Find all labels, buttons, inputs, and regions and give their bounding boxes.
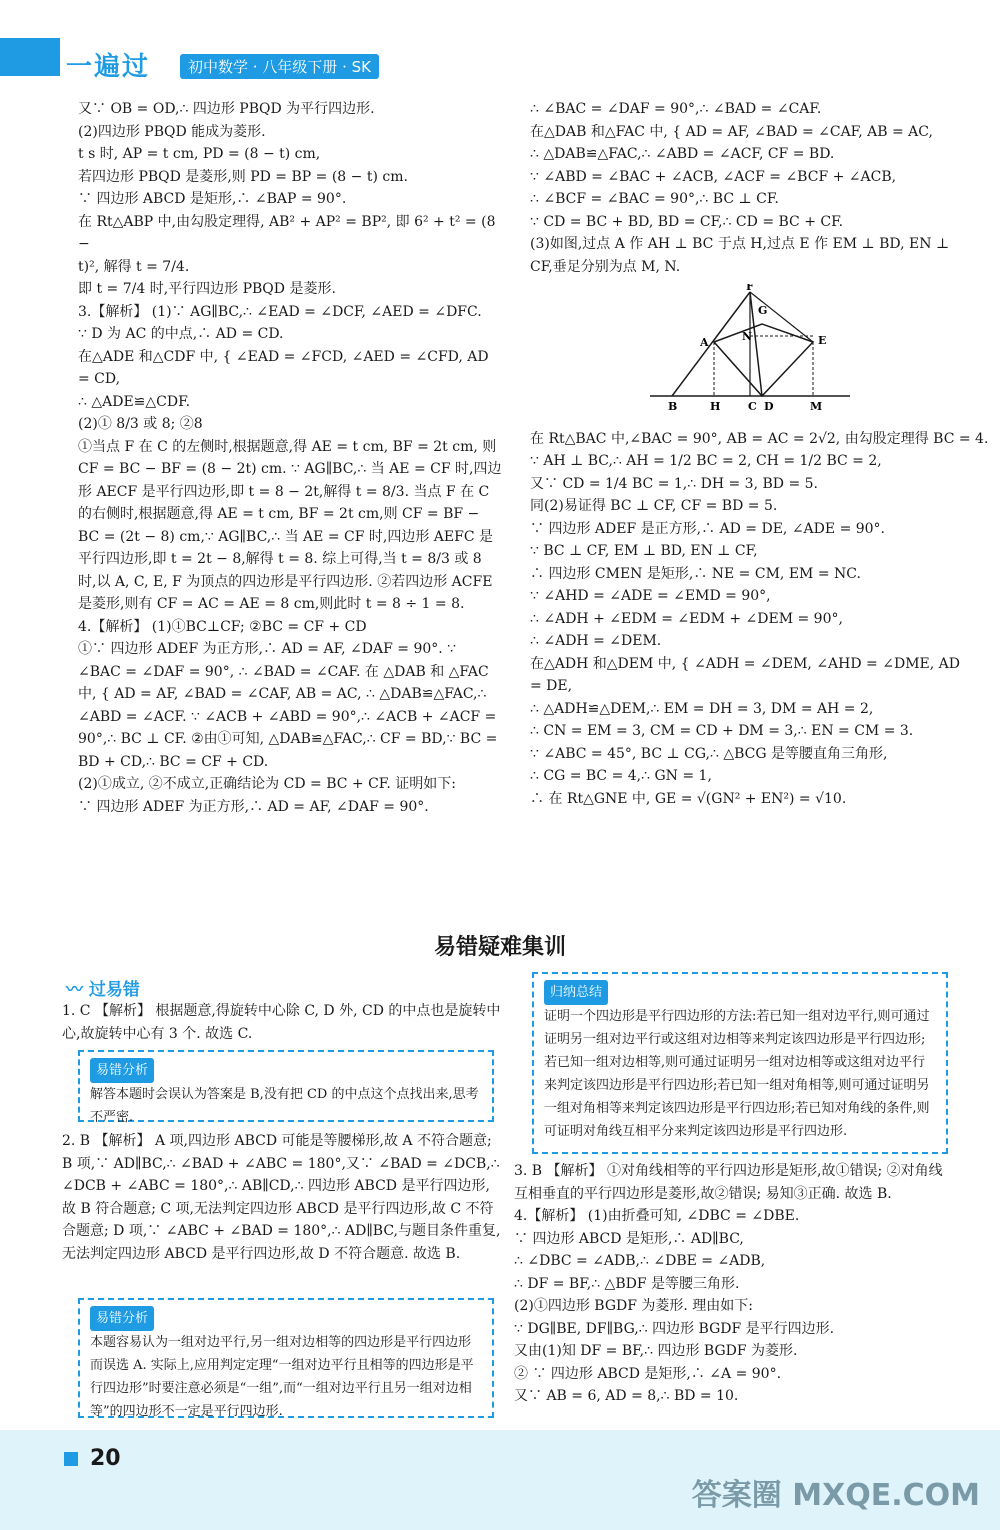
text-line: (3)如图,过点 A 作 AH ⊥ BC 于点 H,过点 E 作 EM ⊥ BD, EN ⊥ CF,垂足分别为点 M, N. xyxy=(530,236,950,275)
error-analysis-box-2 xyxy=(78,1298,494,1418)
box-label: 易错分析 xyxy=(90,1306,154,1331)
box-text: 本题容易认为一组对边平行,另一组对边相等的四边形是平行四边形而误选 A. 实际上,应用判定定理“一组对边平行且相等的四边形是平行四边形”时要注意必须是“一组”,而“一组对边平行且另一组对边相等”的四边形不一定是平行四边形. xyxy=(90,1335,474,1419)
q1-text: 1. C 【解析】 根据题意,得旋转中心除 C, D 外, CD 的中点也是旋转中心,故旋转中心有 3 个. 故选 C. xyxy=(62,1003,501,1042)
section-title: 易错疑难集训 xyxy=(433,935,566,960)
guoyicuo-label: 过易错 xyxy=(88,980,140,1000)
page-marker-icon xyxy=(64,1452,78,1466)
figure-label-g: G xyxy=(758,304,768,317)
text-line: ∴ ∠ADH = ∠DEM. xyxy=(530,633,662,649)
text-line: ∴ ∠DBC = ∠ADB,∴ ∠DBE = ∠ADB, xyxy=(514,1253,766,1269)
text-line: 若四边形 PBQD 是菱形,则 PD = BP = (8 − t) cm. xyxy=(78,168,408,185)
text-line: ∴ △ADE≌△CDF. xyxy=(78,393,191,410)
page-number: 20 xyxy=(90,1446,121,1471)
text-line: ∵ ∠ABC = 45°, BC ⊥ CG,∴ △BCG 是等腰直角三角形, xyxy=(530,745,888,762)
figure-label-d: D xyxy=(764,400,774,413)
figure-label-a: A xyxy=(700,336,709,349)
text-line: 在△DAB 和△FAC 中, { AD = AF, ∠BAD = ∠CAF, AB = AC, xyxy=(530,123,933,140)
header-accent-bar xyxy=(0,38,60,76)
page-header xyxy=(0,0,1000,80)
text-line: ∴ ∠BCF = ∠BAC = 90°,∴ BC ⊥ CF. xyxy=(530,191,779,207)
text-line: 3.【解析】 (1)∵ AG∥BC,∴ ∠EAD = ∠DCF, ∠AED = ∠DFC. xyxy=(78,303,482,320)
text-line: (2)①成立, ②不成立,正确结论为 CD = BC + CF. 证明如下: xyxy=(78,776,456,792)
text-line: ∴ CN = EM = 3, CM = CD + DM = 3,∴ EN = CM = 3. xyxy=(530,723,914,739)
text-line: ∵ 四边形 ABCD 是矩形,∴ AD∥BC, xyxy=(514,1230,744,1247)
text-line: ∵ 四边形 ABCD 是矩形,∴ ∠BAP = 90°. xyxy=(78,191,347,207)
figure-label-c: C xyxy=(748,400,757,413)
text-line: (2)四边形 PBQD 能成为菱形. xyxy=(78,123,266,140)
figure-label-e: E xyxy=(818,334,827,347)
text-line: ∴ CG = BC = 4,∴ GN = 1, xyxy=(530,768,712,784)
text-line: 在 Rt△BAC 中,∠BAC = 90°, AB = AC = 2√2, 由勾股定理得 BC = 4. xyxy=(530,430,989,447)
q1-block xyxy=(62,1000,502,1045)
figure-label-f: F xyxy=(746,284,754,293)
figure-label-m: M xyxy=(810,400,823,413)
text-line: 4.【解析】 (1)由折叠可知, ∠DBC = ∠DBE. xyxy=(514,1208,800,1224)
box-label: 易错分析 xyxy=(90,1058,154,1083)
text-line: ② ∵ 四边形 ABCD 是矩形,∴ ∠A = 90°. xyxy=(514,1365,782,1382)
right-column xyxy=(530,98,989,810)
q3-text: 3. B 【解析】 ①对角线相等的平行四边形是矩形,故①错误; ②对角线互相垂直的平行四边形是菱形,故②错误; 易知③正确. 故选 B. xyxy=(514,1163,943,1202)
text-line: ∴ ∠ADH + ∠EDM = ∠EDM + ∠DEM = 90°, xyxy=(530,610,843,627)
figure-label-n: N xyxy=(742,330,753,343)
text-line: ∵ ∠ABD = ∠BAC + ∠ACB, ∠ACF = ∠BCF + ∠ACB, xyxy=(530,168,897,185)
box-text: 解答本题时会误认为答案是 B,没有把 CD 的中点这个点找出来,思考不严密. xyxy=(90,1087,479,1125)
box-text: 证明一个四边形是平行四边形的方法:若已知一组对边平行,则可通过证明另一组对边平行或这组对边相等来判定该四边形是平行四边形;若已知一组对边相等,则可通过证明另一组对边相等或这组对边平行来判定该四边形是平行四边形;若已知一组对角相等,则可通过证明另一组对角相等来判定该四边形是平行四边形;若已知对角线的条件,则可证明对角线互相平分来判定该四边形是平行四边形. xyxy=(544,1009,930,1139)
watermark-logo: 答案圈 MXQE.COM xyxy=(691,1478,980,1513)
box-label: 归纳总结 xyxy=(544,980,608,1005)
figure-label-h: H xyxy=(710,400,721,413)
guoyicuo-heading xyxy=(66,975,140,1000)
subject-badge: 初中数学 · 八年级下册 · SK xyxy=(180,54,379,79)
text-line: ∴ 四边形 CMEN 是矩形,∴ NE = CM, EM = NC. xyxy=(530,565,861,582)
text-line: 同(2)易证得 BC ⊥ CF, CF = BD = 5. xyxy=(530,498,778,514)
text-line: 4.【解析】 (1)①BC⊥CF; ②BC = CF + CD xyxy=(78,618,367,635)
text-line: ∵ D 为 AC 的中点,∴ AD = CD. xyxy=(78,326,284,342)
text-line: 在△ADE 和△CDF 中, { ∠EAD = ∠FCD, ∠AED = ∠CFD, AD = CD, xyxy=(78,348,489,387)
q3-q4-block xyxy=(514,1160,954,1408)
brand-logo: 一遍过 xyxy=(66,52,151,82)
text-line: t)², 解得 t = 7/4. xyxy=(78,258,190,275)
q2-text: 2. B 【解析】 A 项,四边形 ABCD 可能是等腰梯形,故 A 不符合题意; B 项,∵ AD∥BC,∴ ∠BAD + ∠ABC = 180°,又∵ ∠BAD = ∠DCB,∴ ∠DCB + ∠ABC = 180°,∴ AB∥CD,∴ 四边形 ABCD 是平行四边形,故 B 符合题意; C 项,无法判定四边形 ABCD 是平行四边形,故 C 不符合题意; D 项,∵ ∠ABC + ∠BAD = 180°,∴ AD∥BC,与题目条件重复,无法判定四边形 ABCD 是平行四边形,故 D 不符合题意. 故选 B. xyxy=(62,1133,501,1262)
text-line: t s 时, AP = t cm, PD = (8 − t) cm, xyxy=(78,146,321,162)
error-analysis-box-1 xyxy=(78,1050,494,1125)
wave-icon: 〰 xyxy=(66,980,89,1000)
left-column xyxy=(78,98,503,818)
geometry-figure xyxy=(650,284,850,414)
text-line: (2)①四边形 BGDF 为菱形. 理由如下: xyxy=(514,1298,754,1314)
text-line: ∴ DF = BF,∴ △BDF 是等腰三角形. xyxy=(514,1275,740,1292)
figure-label-b: B xyxy=(668,400,678,413)
text-line: 又∵ AB = 6, AD = 8,∴ BD = 10. xyxy=(514,1388,739,1404)
text-line: ∴ △ADH≌△DEM,∴ EM = DH = 3, DM = AH = 2, xyxy=(530,700,874,717)
text-line: 在 Rt△ABP 中,由勾股定理得, AB² + AP² = BP², 即 6² + t² = (8 − xyxy=(78,213,496,252)
text-line: 在△ADH 和△DEM 中, { ∠ADH = ∠DEM, ∠AHD = ∠DME, AD = DE, xyxy=(530,655,960,694)
text-line: (2)① 8/3 或 8; ②8 xyxy=(78,416,203,432)
text-line: ①当点 F 在 C 的左侧时,根据题意,得 AE = t cm, BF = 2t cm, 则 CF = BC − BF = (8 − 2t) cm. ∵ AG∥BC,∴ 当 AE = CF 时,四边形 AECF 是平行四边形,即 t = 8 − 2t,解得 t = 8/3. 当点 F 在 C 的右侧时,根据题意,得 AE = t cm, BF = 2t cm,则 CF = BF − BC = (2t − 8) cm,∵ AG∥BC,∴ 当 AE = CF 时,四边形 AEFC 是平行四边形,即 t = 2t − 8,解得 t = 8. 综上可得,当 t = 8/3 或 8 时,以 A, C, E, F 为顶点的四边形是平行四边形. ②若四边形 ACFE 是菱形,则有 CF = AC = AE = 8 cm,则此时 t = 8 ÷ 1 = 8. xyxy=(78,438,502,612)
text-line: ∵ BC ⊥ CF, EM ⊥ BD, EN ⊥ CF, xyxy=(530,543,758,559)
text-line: ∵ AH ⊥ BC,∴ AH = 1/2 BC = 2, CH = 1/2 BC = 2, xyxy=(530,453,882,469)
text-line: ∴ 在 Rt△GNE 中, GE = √(GN² + EN²) = √10. xyxy=(530,790,847,807)
text-line: ∵ ∠AHD = ∠ADE = ∠EMD = 90°, xyxy=(530,588,771,604)
text-line: 又由(1)知 DF = BF,∴ 四边形 BGDF 为菱形. xyxy=(514,1343,798,1359)
text-line: ∵ 四边形 ADEF 是正方形,∴ AD = DE, ∠ADE = 90°. xyxy=(530,520,886,537)
text-line: ∴ △DAB≌△FAC,∴ ∠ABD = ∠ACF, CF = BD. xyxy=(530,146,835,162)
summary-box xyxy=(532,972,948,1154)
text-line: ∵ 四边形 ADEF 为正方形,∴ AD = AF, ∠DAF = 90°. xyxy=(78,798,429,815)
text-line: 又∵ OB = OD,∴ 四边形 PBQD 为平行四边形. xyxy=(78,101,375,117)
text-line: 即 t = 7/4 时,平行四边形 PBQD 是菱形. xyxy=(78,281,336,297)
text-line: ∵ CD = BC + BD, BD = CF,∴ CD = BC + CF. xyxy=(530,213,844,230)
q2-block xyxy=(62,1130,502,1265)
text-line: 又∵ CD = 1/4 BC = 1,∴ DH = 3, BD = 5. xyxy=(530,475,818,492)
text-line: ∴ ∠BAC = ∠DAF = 90°,∴ ∠BAD = ∠CAF. xyxy=(530,101,822,117)
text-line: ∵ DG∥BE, DF∥BG,∴ 四边形 BGDF 是平行四边形. xyxy=(514,1320,835,1337)
text-line: ①∵ 四边形 ADEF 为正方形,∴ AD = AF, ∠DAF = 90°. ∵ ∠BAC = ∠DAF = 90°, ∴ ∠BAD = ∠CAF. 在 △DAB 和 △FAC 中, { AD = AF, ∠BAD = ∠CAF, AB = AC, ∴ △DAB≌△FAC,∴ ∠ABD = ∠ACF. ∵ ∠ACB + ∠ABD = 90°,∴ ∠ACB + ∠ACF = 90°,∴ BC ⊥ CF. ②由①可知, △DAB≌△FAC,∴ CF = BD,∵ BC = BD + CD,∴ BC = CF + CD. xyxy=(78,641,498,770)
